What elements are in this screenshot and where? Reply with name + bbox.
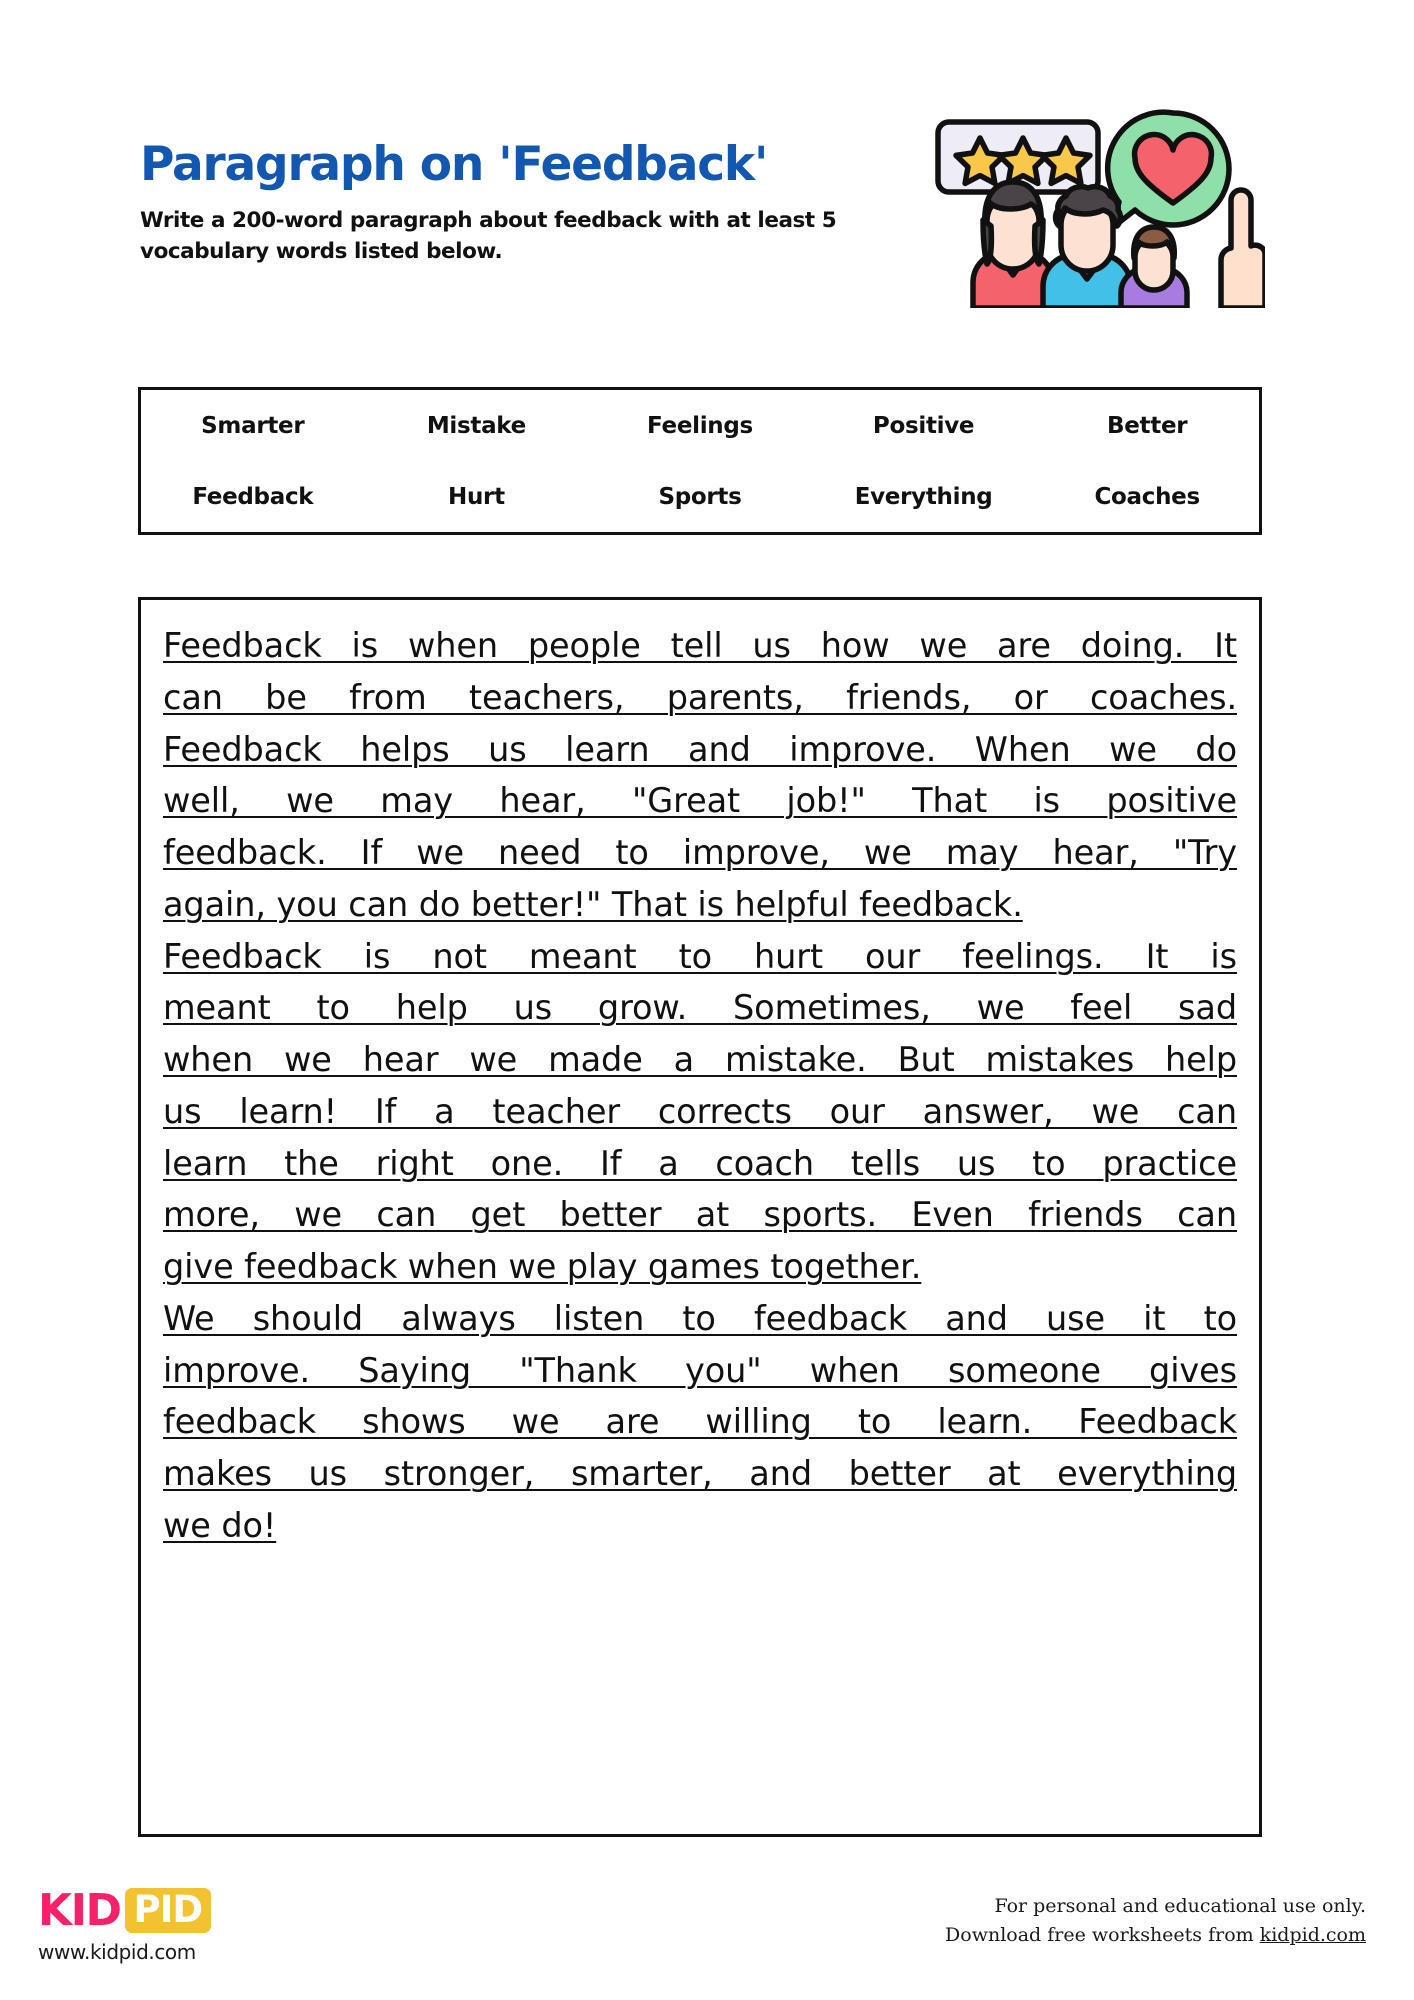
answer-line: feedback. If we need to improve, we may hear, "Try bbox=[163, 833, 1237, 872]
vocabulary-word-bank bbox=[138, 387, 1262, 535]
answer-line: improve. Saying "Thank you" when someone gives bbox=[163, 1350, 1237, 1390]
answer-line: Feedback is not meant to hurt our feelings. It is bbox=[163, 936, 1237, 976]
vocabulary-word: Feedback bbox=[192, 483, 314, 510]
answer-line: well, we may hear, "Great job!" That is positive bbox=[163, 781, 1237, 821]
kidpid-logo[interactable] bbox=[38, 1884, 211, 1964]
answer-line: makes us stronger, smarter, and better at everything bbox=[163, 1454, 1237, 1493]
logo-pid-text: PID bbox=[125, 1888, 212, 1933]
logo-website-url: www.kidpid.com bbox=[38, 1940, 196, 1964]
answer-line: Feedback helps us learn and improve. When we do bbox=[163, 729, 1237, 769]
vocabulary-word: Mistake bbox=[426, 412, 526, 439]
vocabulary-word: Sports bbox=[658, 483, 742, 510]
answer-line: us learn! If a teacher corrects our answer, we can bbox=[163, 1091, 1237, 1131]
vocabulary-word: Everything bbox=[854, 483, 993, 510]
footer-notice bbox=[945, 1892, 1366, 1951]
answer-line: meant to help us grow. Sometimes, we feel sad bbox=[163, 988, 1237, 1028]
answer-line: We should always listen to feedback and use it to bbox=[163, 1298, 1237, 1338]
page-title: Paragraph on 'Feedback' bbox=[140, 137, 768, 192]
answer-line: can be from teachers, parents, friends, or coaches. bbox=[163, 677, 1237, 717]
kidpid-link[interactable]: kidpid.com bbox=[1259, 1924, 1366, 1947]
footer-notice-line2 bbox=[945, 1921, 1366, 1950]
instructions-text: Write a 200-word paragraph about feedback with at least 5 vocabulary words listed below. bbox=[140, 208, 837, 264]
answer-line: we do! bbox=[163, 1505, 277, 1545]
footer-notice-line1: For personal and educational use only. bbox=[994, 1895, 1366, 1917]
answer-line: learn the right one. If a coach tells us to practice bbox=[163, 1143, 1237, 1183]
vocabulary-word: Coaches bbox=[1094, 483, 1200, 510]
paragraph-answer-box[interactable] bbox=[138, 597, 1262, 1837]
worksheet-header bbox=[140, 137, 1020, 267]
answer-line: more, we can get better at sports. Even friends can bbox=[163, 1195, 1237, 1235]
footer-notice-prefix: Download free worksheets from bbox=[945, 1924, 1260, 1947]
vocabulary-word: Better bbox=[1107, 412, 1188, 439]
answer-line: Feedback is when people tell us how we are doing. It bbox=[163, 626, 1237, 665]
vocabulary-row bbox=[141, 390, 1259, 461]
answer-line: again, you can do better!" That is helpful feedback. bbox=[163, 884, 1023, 924]
person-avatar-3 bbox=[1121, 227, 1187, 308]
vocabulary-word: Positive bbox=[872, 412, 975, 439]
answer-line: feedback shows we are willing to learn. Feedback bbox=[163, 1402, 1237, 1442]
answer-line: when we hear we made a mistake. But mistakes help bbox=[163, 1040, 1237, 1079]
logo-kid-text: KID bbox=[38, 1884, 121, 1936]
vocabulary-word: Feelings bbox=[647, 412, 753, 439]
feedback-people-illustration bbox=[935, 108, 1265, 308]
vocabulary-word: Smarter bbox=[201, 412, 305, 439]
paragraph-answer-text bbox=[141, 600, 1259, 1552]
pointing-hand-icon bbox=[1221, 190, 1265, 308]
answer-line: give feedback when we play games together. bbox=[163, 1247, 922, 1286]
page-footer bbox=[0, 1880, 1414, 1990]
vocabulary-word: Hurt bbox=[448, 483, 505, 510]
person-avatar-2 bbox=[1043, 187, 1131, 308]
vocabulary-row bbox=[141, 461, 1259, 532]
